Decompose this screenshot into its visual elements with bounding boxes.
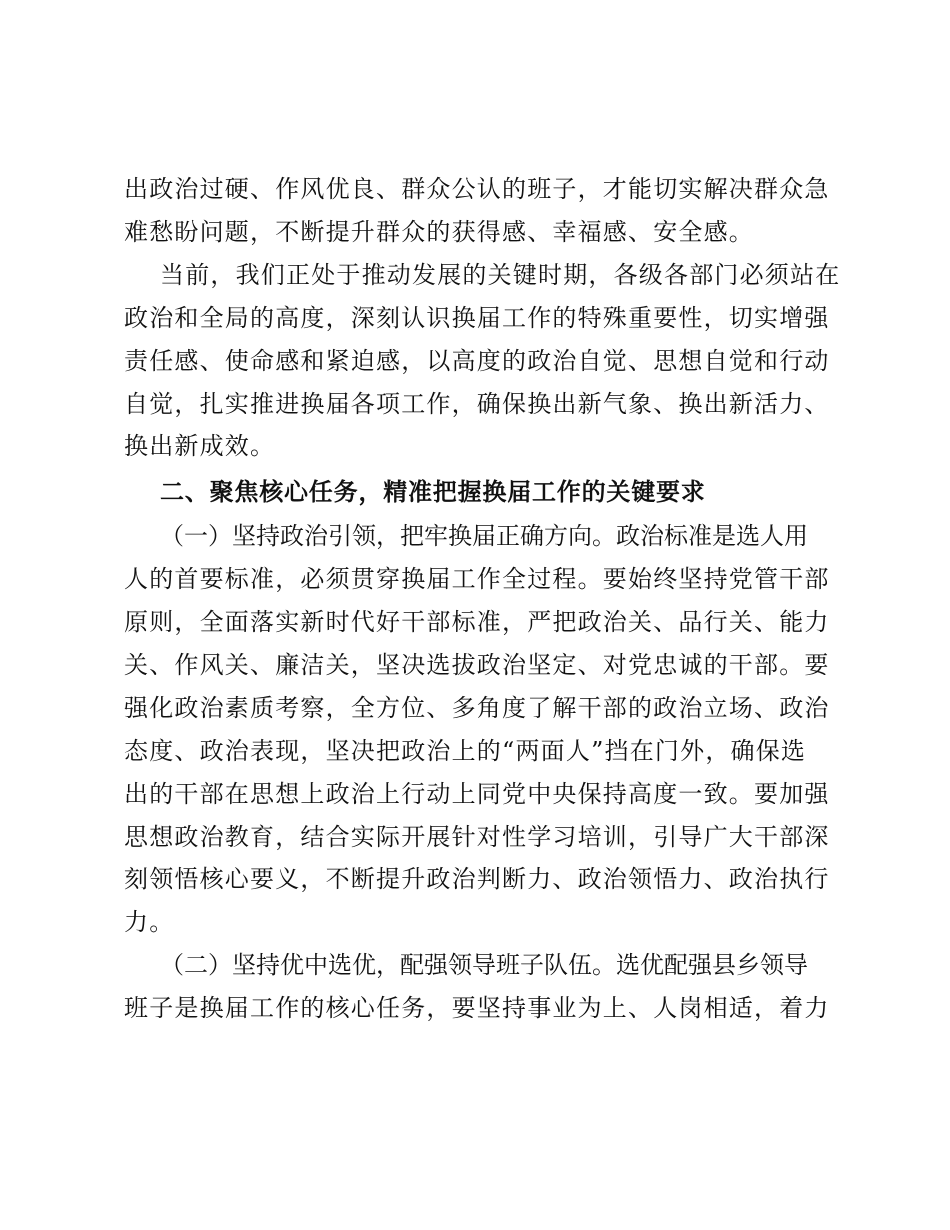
paragraph-line: 人的首要标准，必须贯穿换届工作全过程。要始终坚持党管干部 xyxy=(124,565,830,593)
paragraph-line: 刻领悟核心要义，不断提升政治判断力、政治领悟力、政治执行 xyxy=(124,865,830,893)
paragraph-line: （二）坚持优中选优，配强领导班子队伍。选优配强县乡领导 xyxy=(160,951,808,979)
paragraph-line: 关、作风关、廉洁关，坚决选拔政治坚定、对党忠诚的干部。要 xyxy=(124,651,830,679)
paragraph-line: （一）坚持政治引领，把牢换届正确方向。政治标准是选人用 xyxy=(160,522,808,550)
paragraph-line: 力。 xyxy=(124,908,175,936)
paragraph-line: 自觉，扎实推进换届各项工作，确保换出新气象、换出新活力、 xyxy=(124,390,830,418)
paragraph-line: 难愁盼问题，不断提升群众的获得感、幸福感、安全感。 xyxy=(124,218,754,246)
paragraph-line: 原则，全面落实新时代好干部标准，严把政治关、品行关、能力 xyxy=(124,608,830,636)
paragraph-line: 态度、政治表现，坚决把政治上的“两面人”挡在门外，确保选 xyxy=(124,737,807,765)
section-heading: 二、聚焦核心任务，精准把握换届工作的关键要求 xyxy=(160,478,706,506)
paragraph-line: 出的干部在思想上政治上行动上同党中央保持高度一致。要加强 xyxy=(124,780,830,808)
paragraph-line: 出政治过硬、作风优良、群众公认的班子，才能切实解决群众急 xyxy=(124,175,830,203)
paragraph-line: 思想政治教育，结合实际开展针对性学习培训，引导广大干部深 xyxy=(124,823,830,851)
paragraph-line: 换出新成效。 xyxy=(124,432,276,460)
paragraph-line: 班子是换届工作的核心任务，要坚持事业为上、人岗相适，着力 xyxy=(124,994,830,1022)
paragraph-line: 责任感、使命感和紧迫感，以高度的政治自觉、思想自觉和行动 xyxy=(124,347,830,375)
paragraph-line: 强化政治素质考察，全方位、多角度了解干部的政治立场、政治 xyxy=(124,694,830,722)
paragraph-line: 当前，我们正处于推动发展的关键时期，各级各部门必须站在 xyxy=(160,261,841,289)
paragraph-line: 政治和全局的高度，深刻认识换届工作的特殊重要性，切实增强 xyxy=(124,304,830,332)
